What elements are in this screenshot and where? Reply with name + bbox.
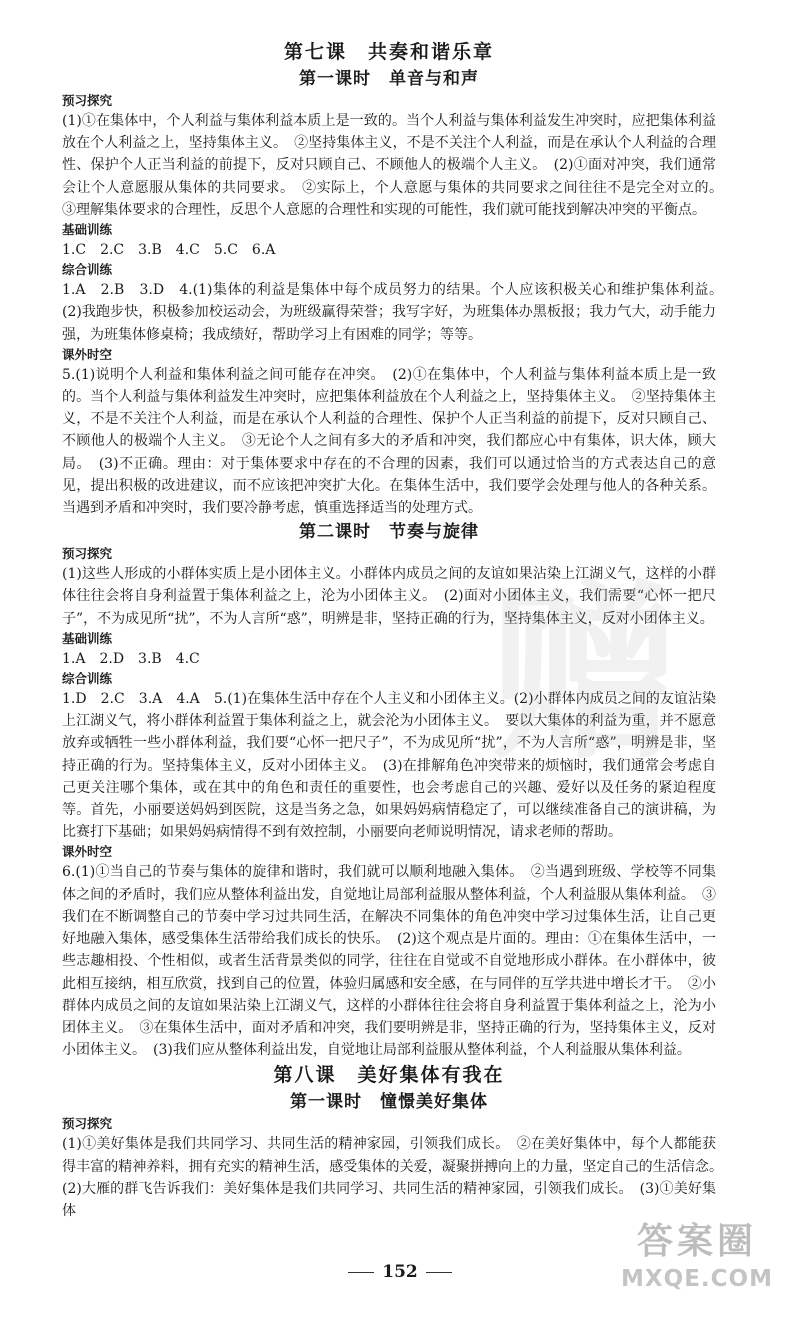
page-number-dash bbox=[348, 1272, 374, 1273]
section-heading: 综合训练 bbox=[62, 262, 113, 278]
lesson-8-period-1-title: 第一课时 憧憬美好集体 bbox=[290, 1092, 488, 1113]
answer-paragraph: (1)①美好集体是我们共同学习、共同生活的精神家园，引领我们成长。 ②在美好集体中，每个人都能获得丰富的精神养料，拥有充实的精神生活，感受集体的关爱，凝聚拼搏向上的力量，坚定自己的生活信念。 (2)大雁的群飞告诉我们：美好集体是我们共同学习、共同生活的精神家园，引领我们成长。 (3)①美好集体 bbox=[62, 1136, 730, 1219]
answer-paragraph: 5.(1)说明个人利益和集体利益之间可能存在冲突。 (2)①在集体中，个人利益与集体利益本质上是一致的。当个人利益与集体利益发生冲突时，应把集体利益放在个人利益之上，坚持集体主义。 ②坚持集体主义，不是不关注个人利益，而是在承认个人利益的合理性、保护个人正当利益的前提下，反对只顾自己、不顾他人的极端个人主义。 ③无论个人之间有多大的矛盾和冲突，我们都应心中有集体，识大体，顾大局。 (3)不正确。理由：对于集体要求中存在的不合理的因素，我们可以通过恰当的方式表达自己的意见，提出积极的改进建议，而不应该把冲突扩大化。在集体生活中，我们要学会处理与他人的各种关系。当遇到矛盾和冲突时，我们要冷静考虑，慎重选择适当的处理方式。 bbox=[62, 366, 716, 517]
answer-paragraph: (1)①在集体中，个人利益与集体利益本质上是一致的。当个人利益与集体利益发生冲突时，应把集体利益放在个人利益之上，坚持集体主义。 ②坚持集体主义，不是不关注个人利益，而是在承认个人利益的合理性、保护个人正当利益的前提下，反对只顾自己、不顾他人的极端个人主义。 (2)①面对冲突，我们通常会让个人意愿服从集体的共同要求。 ②实际上，个人意愿与集体的共同要求之间往往不是完全对立的。 ③理解集体要求的合理性，反思个人意愿的合理性和实现的可能性，我们就可能找到解决冲突的平衡点。 bbox=[62, 113, 730, 218]
section-heading: 综合训练 bbox=[62, 671, 113, 687]
section-heading: 预习探究 bbox=[62, 546, 113, 562]
section-heading: 预习探究 bbox=[62, 1116, 113, 1132]
logo-domain-text: MXQE.COM bbox=[621, 1266, 773, 1292]
lesson-7-title: 第七课 共奏和谐乐章 bbox=[283, 41, 494, 63]
lesson-7-period-2-title: 第二课时 节奏与旋律 bbox=[299, 522, 479, 543]
lesson-8-title: 第八课 美好集体有我在 bbox=[273, 1064, 505, 1087]
page-number-dash bbox=[426, 1272, 452, 1273]
answer-paragraph: 1.A 2.D 3.B 4.C bbox=[62, 650, 200, 667]
answer-paragraph: 1.C 2.C 3.B 4.C 5.C 6.A bbox=[62, 242, 276, 259]
page-content bbox=[62, 38, 730, 1222]
section-heading: 基础训练 bbox=[62, 630, 113, 646]
logo-chinese-text: 答案圈 bbox=[636, 1221, 757, 1262]
lesson-7-period-1-title: 第一课时 单音与和声 bbox=[299, 69, 479, 89]
watermark: 赠 bbox=[489, 564, 680, 785]
section-heading: 基础训练 bbox=[62, 222, 113, 238]
site-logo bbox=[608, 1220, 786, 1312]
section-heading: 课外时空 bbox=[62, 844, 113, 860]
section-heading: 课外时空 bbox=[62, 346, 113, 362]
answer-paragraph: 6.(1)①当自己的节奏与集体的旋律和谐时，我们就可以顺利地融入集体。 ②当遇到班级、学校等不同集体之间的矛盾时，我们应从整体利益出发，自觉地让局部利益服从整体利益，个人利益服从集体利益。 ③我们在不断调整自己的节奏中学习过共同生活，在解决不同集体的角色冲突中学习过集体生活，让自己更好地融入集体，感受集体生活带给我们成长的快乐。 (2)这个观点是片面的。理由：①在集体生活中，一些志趣相投、个性相似，或者生活背景类似的同学，往往在自觉或不自觉地形成小群体。在小群体中，彼此相互接纳，相互欣赏，找到自己的位置，体验归属感和安全感，在与同伴的互学共进中增长才干。 ②小群体内成员之间的友谊如果沾染上江湖义气，这样的小群体往往会将自身利益置于集体利益之上，沦为小团体主义。 ③在集体生活中，面对矛盾和冲突，我们要明辨是非，坚持正确的行为，坚持集体主义，反对小团体主义。 (3)我们应从整体利益出发，自觉地让局部利益服从整体利益，个人利益服从集体利益。 bbox=[62, 864, 716, 1059]
answer-paragraph: (1)这些人形成的小群体实质上是小团体主义。小群体内成员之间的友谊如果沾染上江湖义气，这样的小群体往往会将自身利益置于集体利益之上，沦为小团体主义。 (2)面对小团体主义，我们需要“心怀一把尺子”，不为成见所“扰”，不为人言所“惑”，明辨是非，坚持正确的行为，坚持集体主义，反对小团体主义。 bbox=[62, 566, 716, 627]
page-number-text: 152 bbox=[382, 1262, 418, 1282]
answer-paragraph: 1.D 2.C 3.A 4.A 5.(1)在集体生活中存在个人主义和小团体主义。(2)小群体内成员之间的友谊沾染上江湖义气，将小群体利益置于集体利益之上，就会沦为小团体主义。 要以大集体的利益为重，并不愿意放弃或牺牲一些小群体利益，我们要“心怀一把尺子”，不为成见所“扰”，不为人言所“惑”，明辨是非，坚持正确的行为。坚持集体主义，反对小团体主义。 (3)在排解角色冲突带来的烦恼时，我们通常会考虑自己更关注哪个集体，或在其中的角色和责任的重要性，也会考虑自己的兴趣、爱好以及任务的紧迫程度等。首先，小丽要送妈妈到医院，这是当务之急，如果妈妈病情稳定了，可以继续准备自己的演讲稿，为比赛打下基础；如果妈妈病情得不到有效控制，小丽要向老师说明情况，请求老师的帮助。 bbox=[62, 691, 716, 841]
answer-paragraph: 1.A 2.B 3.D 4.(1)集体的利益是集体中每个成员努力的结果。个人应该积极关心和维护集体利益。 (2)我跑步快，积极参加校运动会，为班级赢得荣誉；我写字好，为班集体办黑板报；我力气大，动手能力强，为班集体修桌椅；我成绩好，帮助学习上有困难的同学；等等。 bbox=[62, 282, 730, 343]
section-heading: 预习探究 bbox=[62, 93, 113, 108]
